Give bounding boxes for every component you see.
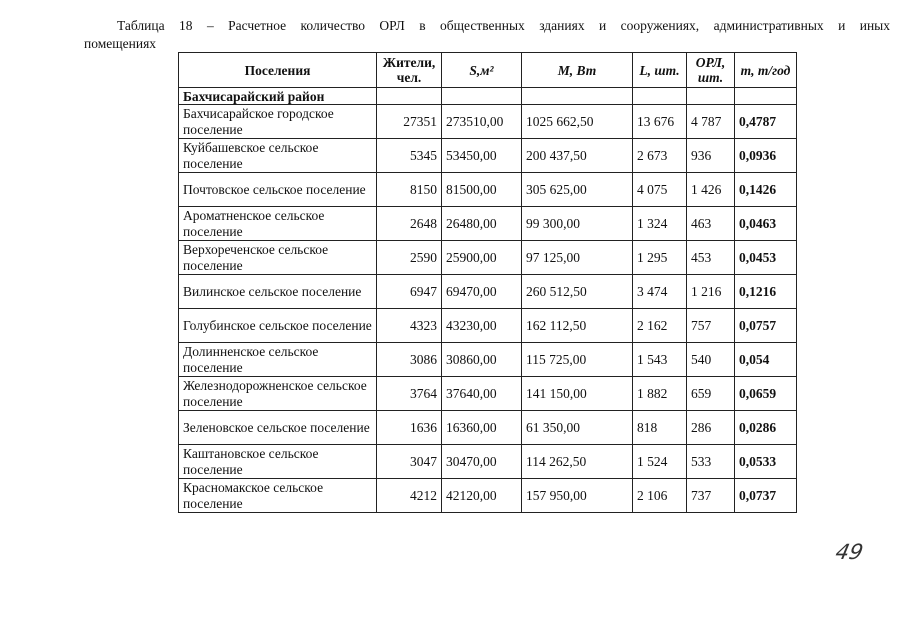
area-cell: 273510,00 [442,105,522,139]
area-cell: 37640,00 [442,377,522,411]
mass-cell: 0,054 [735,343,797,377]
orl-cell: 4 787 [687,105,735,139]
residents-cell: 2590 [377,241,442,275]
settlement-name-cell: Долинненское сельское поселение [179,343,377,377]
residents-cell: 6947 [377,275,442,309]
lamps-cell: 1 882 [633,377,687,411]
settlement-name-cell: Железнодорожненское сельское поселение [179,377,377,411]
residents-cell: 3764 [377,377,442,411]
data-table [178,52,797,513]
mass-cell: 0,1216 [735,275,797,309]
caption-line-2: помещениях [84,36,157,51]
lamps-cell: 2 673 [633,139,687,173]
header-area: S,м² [442,53,522,88]
power-cell: 162 112,50 [522,309,633,343]
header-mass: m, т/год [735,53,797,88]
table-row [179,309,797,343]
power-cell: 305 625,00 [522,173,633,207]
lamps-cell: 13 676 [633,105,687,139]
power-cell: 61 350,00 [522,411,633,445]
handwritten-page-number: 49 [833,540,866,564]
lamps-cell: 2 162 [633,309,687,343]
table-row [179,173,797,207]
area-cell: 30860,00 [442,343,522,377]
orl-cell: 286 [687,411,735,445]
power-cell: 1025 662,50 [522,105,633,139]
mass-cell: 0,0737 [735,479,797,513]
orl-cell: 453 [687,241,735,275]
table-row [179,479,797,513]
settlement-name-cell: Вилинское сельское поселение [179,275,377,309]
area-cell: 30470,00 [442,445,522,479]
orl-cell: 540 [687,343,735,377]
area-cell: 53450,00 [442,139,522,173]
power-cell: 200 437,50 [522,139,633,173]
header-power: M, Вт [522,53,633,88]
residents-cell: 2648 [377,207,442,241]
header-residents: Жители, чел. [377,53,442,88]
mass-cell: 0,0757 [735,309,797,343]
orl-cell: 757 [687,309,735,343]
caption-line-1: Таблица 18 – Расчетное количество ОРЛ в общественных зданиях и сооружениях, административных и иных [117,18,890,33]
table-row [179,343,797,377]
table-header-row [179,53,797,88]
lamps-cell: 1 324 [633,207,687,241]
orl-cell: 659 [687,377,735,411]
power-cell: 157 950,00 [522,479,633,513]
settlement-name-cell: Зеленовское сельское поселение [179,411,377,445]
region-row [179,88,797,105]
table-row [179,411,797,445]
area-cell: 26480,00 [442,207,522,241]
residents-cell: 3086 [377,343,442,377]
residents-cell: 5345 [377,139,442,173]
lamps-cell: 818 [633,411,687,445]
power-cell: 97 125,00 [522,241,633,275]
table-row [179,105,797,139]
power-cell: 115 725,00 [522,343,633,377]
power-cell: 114 262,50 [522,445,633,479]
table-row [179,207,797,241]
orl-cell: 1 426 [687,173,735,207]
area-cell: 69470,00 [442,275,522,309]
mass-cell: 0,4787 [735,105,797,139]
residents-cell: 3047 [377,445,442,479]
orl-cell: 463 [687,207,735,241]
header-orl: ОРЛ, шт. [687,53,735,88]
table-row [179,275,797,309]
area-cell: 25900,00 [442,241,522,275]
table-row [179,445,797,479]
mass-cell: 0,0659 [735,377,797,411]
lamps-cell: 1 524 [633,445,687,479]
settlement-name-cell: Красномакское сельское поселение [179,479,377,513]
power-cell: 99 300,00 [522,207,633,241]
residents-cell: 8150 [377,173,442,207]
table-row [179,139,797,173]
mass-cell: 0,0936 [735,139,797,173]
lamps-cell: 3 474 [633,275,687,309]
lamps-cell: 4 075 [633,173,687,207]
header-settlements: Поселения [179,53,377,88]
settlement-name-cell: Куйбашевское сельское поселение [179,139,377,173]
settlement-name-cell: Верхореченское сельское поселение [179,241,377,275]
orl-cell: 936 [687,139,735,173]
area-cell: 81500,00 [442,173,522,207]
power-cell: 260 512,50 [522,275,633,309]
mass-cell: 0,1426 [735,173,797,207]
lamps-cell: 2 106 [633,479,687,513]
area-cell: 16360,00 [442,411,522,445]
mass-cell: 0,0533 [735,445,797,479]
residents-cell: 1636 [377,411,442,445]
table-caption [84,17,890,53]
lamps-cell: 1 295 [633,241,687,275]
area-cell: 42120,00 [442,479,522,513]
settlement-name-cell: Каштановское сельское поселение [179,445,377,479]
mass-cell: 0,0463 [735,207,797,241]
settlement-name-cell: Ароматненское сельское поселение [179,207,377,241]
settlement-name-cell: Голубинское сельское поселение [179,309,377,343]
lamps-cell: 1 543 [633,343,687,377]
area-cell: 43230,00 [442,309,522,343]
table-row [179,377,797,411]
mass-cell: 0,0286 [735,411,797,445]
mass-cell: 0,0453 [735,241,797,275]
settlement-name-cell: Почтовское сельское поселение [179,173,377,207]
residents-cell: 4323 [377,309,442,343]
orl-cell: 737 [687,479,735,513]
residents-cell: 27351 [377,105,442,139]
orl-cell: 1 216 [687,275,735,309]
power-cell: 141 150,00 [522,377,633,411]
orl-cell: 533 [687,445,735,479]
header-lamps: L, шт. [633,53,687,88]
residents-cell: 4212 [377,479,442,513]
region-name: Бахчисарайский район [179,88,377,105]
settlement-name-cell: Бахчисарайское городское поселение [179,105,377,139]
table-row [179,241,797,275]
